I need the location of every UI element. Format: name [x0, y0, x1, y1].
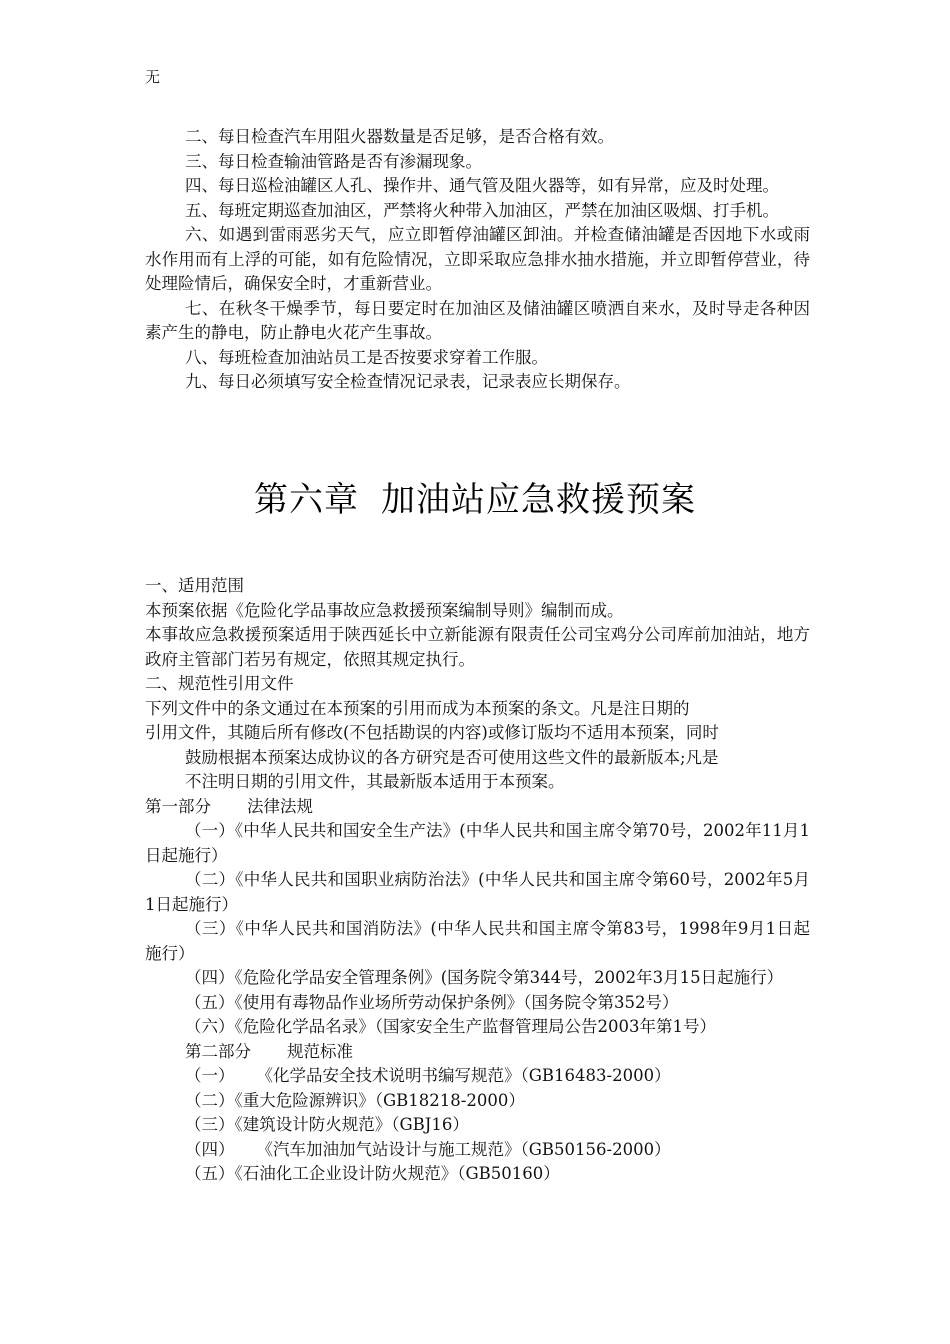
standard-text: 《化学品安全技术说明书编写规范》（GB16483-2000）: [256, 1066, 671, 1085]
law-item: （六）《危险化学品名录》（国家安全生产监督管理局公告2003年第1号）: [185, 1017, 716, 1036]
law-item: （四）《危险化学品安全管理条例》(国务院令第344号，2002年3月15日起施行）: [185, 968, 784, 987]
scope-heading: 一、适用范围: [145, 576, 244, 595]
law-item: （二）《中华人民共和国职业病防治法》(中华人民共和国主席令第60号，2002年5月1日起施行）: [145, 870, 811, 914]
standard-number: （五）: [185, 1164, 235, 1183]
chapter-number: 第六章: [254, 480, 359, 520]
references-heading: 二、规范性引用文件: [145, 674, 294, 693]
part2-heading: [145, 1040, 810, 1065]
standard-item: [145, 1138, 810, 1163]
law-item: （三）《中华人民共和国消防法》(中华人民共和国主席令第83号，1998年9月1日起施行）: [145, 919, 810, 963]
check-item: 三、每日检查输油管路是否有渗漏现象。: [185, 151, 482, 171]
standard-text: 《建筑设计防火规范》（GBJ16）: [234, 1115, 469, 1134]
standard-text: 《石油化工企业设计防火规范》（GB50160）: [234, 1164, 560, 1183]
references-line: 下列文件中的条文通过在本预案的引用而成为本预案的条文。凡是注日期的: [145, 698, 690, 718]
references-line: 鼓励根据本预案达成协议的各方研究是否可使用这些文件的最新版本;凡是: [185, 747, 719, 767]
references-line: 引用文件，其随后所有修改(不包括勘误的内容)或修订版均不适用本预案，同时: [145, 723, 719, 742]
chapter-title: 加油站应急救援预案: [381, 480, 696, 520]
part2-title: 规范标准: [287, 1041, 353, 1061]
standard-text: 《重大危险源辨识》（GB18218-2000）: [234, 1090, 525, 1110]
standard-item: [145, 1089, 810, 1114]
emergency-plan-body: [145, 574, 810, 1187]
check-item: 五、每班定期巡查加油区，严禁将火种带入加油区，严禁在加油区吸烟、打手机。: [185, 200, 779, 220]
check-item: 九、每日必须填写安全检查情况记录表，记录表应长期保存。: [185, 372, 631, 391]
part2-label: 第二部分: [185, 1041, 251, 1061]
part1-label: 第一部分: [145, 796, 211, 816]
check-item: 七、在秋冬干燥季节，每日要定时在加油区及储油罐区喷洒自来水，及时导走各种因素产生的静电，防止静电火花产生事故。: [145, 298, 810, 342]
law-item: （一）《中华人民共和国安全生产法》(中华人民共和国主席令第70号，2002年11月1日起施行）: [145, 821, 810, 865]
standard-item: [145, 1113, 810, 1138]
check-item: 六、如遇到雷雨恶劣天气，应立即暂停油罐区卸油。并检查储油罐是否因地下水或雨水作用而有上浮的可能，如有危险情况，立即采取应急排水抽水措施，并立即暂停营业，待处理险情后，确保安全时，才重新营业。: [145, 225, 810, 293]
check-item: 二、每日检查汽车用阻火器数量是否足够，是否合格有效。: [185, 127, 614, 146]
standard-text: 《汽车加油加气站设计与施工规范》（GB50156-2000）: [256, 1139, 671, 1159]
standard-item: [145, 1064, 810, 1089]
check-item: 四、每日巡检油罐区人孔、操作井、通气管及阻火器等，如有异常，应及时处理。: [185, 176, 779, 195]
part1-title: 法律法规: [247, 796, 313, 816]
standard-number: （二）: [185, 1090, 235, 1110]
standard-number: （三）: [185, 1115, 235, 1134]
standard-number: （四）: [185, 1139, 235, 1159]
scope-basis: 本预案依据《危险化学品事故应急救援预案编制导则》编制而成。: [145, 600, 624, 620]
law-item: （五）《使用有毒物品作业场所劳动保护条例》（国务院令第352号）: [185, 992, 679, 1012]
chapter-heading: [0, 474, 950, 526]
daily-check-list: [145, 125, 810, 395]
scope-applicability: 本事故应急救援预案适用于陕西延长中立新能源有限责任公司宝鸡分公司库前加油站，地方政府主管部门若另有规定，依照其规定执行。: [145, 625, 810, 669]
part1-heading: [145, 795, 810, 820]
references-line: 不注明日期的引用文件，其最新版本适用于本预案。: [185, 772, 565, 791]
standard-number: （一）: [185, 1066, 235, 1085]
header-mark: 无: [145, 68, 161, 86]
standard-item: [145, 1162, 810, 1187]
check-item: 八、每班检查加油站员工是否按要求穿着工作服。: [185, 347, 548, 367]
